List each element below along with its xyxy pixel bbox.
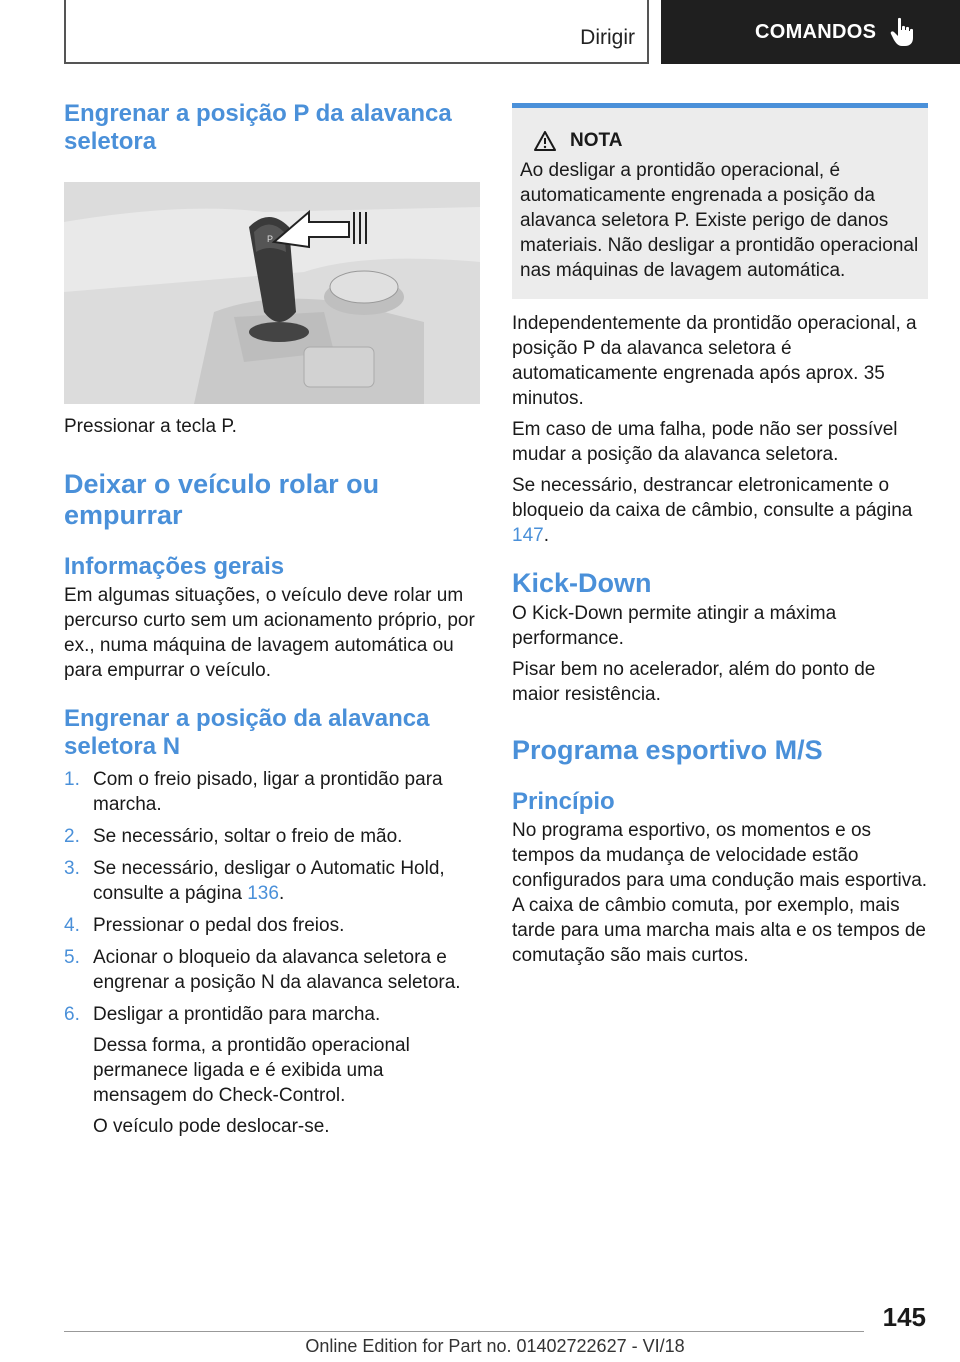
step-number: 1. (64, 769, 80, 790)
step-text: Se necessário, desligar o Automatic Hold, consulte a página (93, 858, 445, 904)
step-text-after: . (278, 883, 285, 904)
step-text: Pressionar o pedal dos freios. (93, 915, 345, 936)
note-text: Ao desligar a prontidão operacional, é automaticamente engrenada a posição da alavanca seletora P. Existe perigo de danos materiais. Não desligar a prontidão operacional nas máquinas de lavagem automática. (520, 160, 919, 281)
note-box (512, 103, 928, 299)
paragraph-unlock-text: Se necessário, destrancar eletronicamente o bloqueio da caixa de câmbio, consulte a página (512, 475, 913, 521)
heading-kickdown: Kick-Down (512, 568, 652, 598)
paragraph-principle: No programa esportivo, os momentos e os tempos da mudança de velocidade estão configurados para uma condução mais esportiva. A caixa de câmbio comuta, por exemplo, mais tarde para uma marcha mais alta e os tempos de comutação são mais curtos. (512, 820, 928, 966)
paragraph-malfunction: Em caso de uma falha, pode não ser possível mudar a posição da alavanca seletora. (512, 419, 898, 465)
step6-paragraph-2: O veículo pode deslocar-se. (93, 1116, 330, 1137)
list-item (64, 767, 480, 817)
left-column (64, 100, 480, 1139)
figure-caption: Pressionar a tecla P. (64, 416, 237, 437)
step-text: Se necessário, soltar o freio de mão. (93, 826, 403, 847)
heading-sport-program: Programa esportivo M/S (512, 735, 823, 765)
header-section-title: Dirigir (580, 26, 635, 49)
selector-lever-illustration (64, 182, 480, 404)
step-number: 3. (64, 858, 80, 879)
step-text: Desligar a prontidão para marcha. (93, 1004, 381, 1025)
list-item (64, 856, 480, 906)
paragraph-auto-park: Independentemente da prontidão operacional, a posição P da alavanca seletora é automaticamente engrenada após aprox. 35 minutos. (512, 313, 917, 409)
heading-p-position: Engrenar a posição P da alavanca seletora (64, 100, 452, 155)
step-number: 5. (64, 947, 80, 968)
step-text: Com o freio pisado, ligar a prontidão para marcha. (93, 769, 443, 815)
svg-text:P: P (267, 234, 274, 244)
paragraph-general-info: Em algumas situações, o veículo deve rolar um percurso curto sem um acionamento próprio, por ex., numa máquina de lavagem automática ou para empurrar o veículo. (64, 585, 475, 681)
step-number: 2. (64, 826, 80, 847)
list-item (64, 1002, 480, 1027)
header-section-box (64, 0, 649, 64)
step-number: 6. (64, 1004, 80, 1025)
list-item (64, 913, 480, 938)
page-ref-136-link[interactable]: 136 (247, 883, 279, 904)
header-chapter-tab (661, 0, 960, 64)
step-text-with-ref (93, 856, 480, 906)
heading-roll-push: Deixar o veículo rolar ou empurrar (64, 469, 380, 530)
steps-list (64, 767, 480, 1027)
footer-edition: Online Edition for Part no. 01402722627 - VI/18 (305, 1336, 685, 1356)
right-column (512, 103, 928, 968)
paragraph-kickdown-1: O Kick-Down permite atingir a máxima performance. (512, 603, 837, 649)
step-number: 4. (64, 915, 80, 936)
list-item (64, 824, 480, 849)
selector-lever-figure (64, 182, 480, 404)
paragraph-unlock (512, 473, 928, 548)
footer-divider (64, 1331, 864, 1332)
list-item (64, 945, 480, 995)
heading-n-position: Engrenar a posição da alavanca seletora N (64, 705, 430, 760)
heading-general-info: Informações gerais (64, 553, 285, 580)
pointing-hand-icon (890, 17, 916, 47)
page-ref-147-link[interactable]: 147 (512, 525, 544, 546)
warning-triangle-icon (534, 131, 556, 151)
step6-paragraph-1: Dessa forma, a prontidão operacional permanece ligada e é exibida uma mensagem do Check-Control. (93, 1035, 410, 1106)
note-header (534, 130, 920, 152)
header-chapter-title: COMANDOS (755, 20, 877, 43)
heading-principle: Princípio (512, 788, 615, 815)
note-title: NOTA (570, 130, 623, 151)
page-number: 145 (882, 1302, 926, 1332)
step-text: Acionar o bloqueio da alavanca seletora e engrenar a posição N da alavanca seletora. (93, 947, 461, 993)
paragraph-kickdown-2: Pisar bem no acelerador, além do ponto de maior resistência. (512, 659, 876, 705)
paragraph-unlock-after: . (543, 525, 549, 546)
